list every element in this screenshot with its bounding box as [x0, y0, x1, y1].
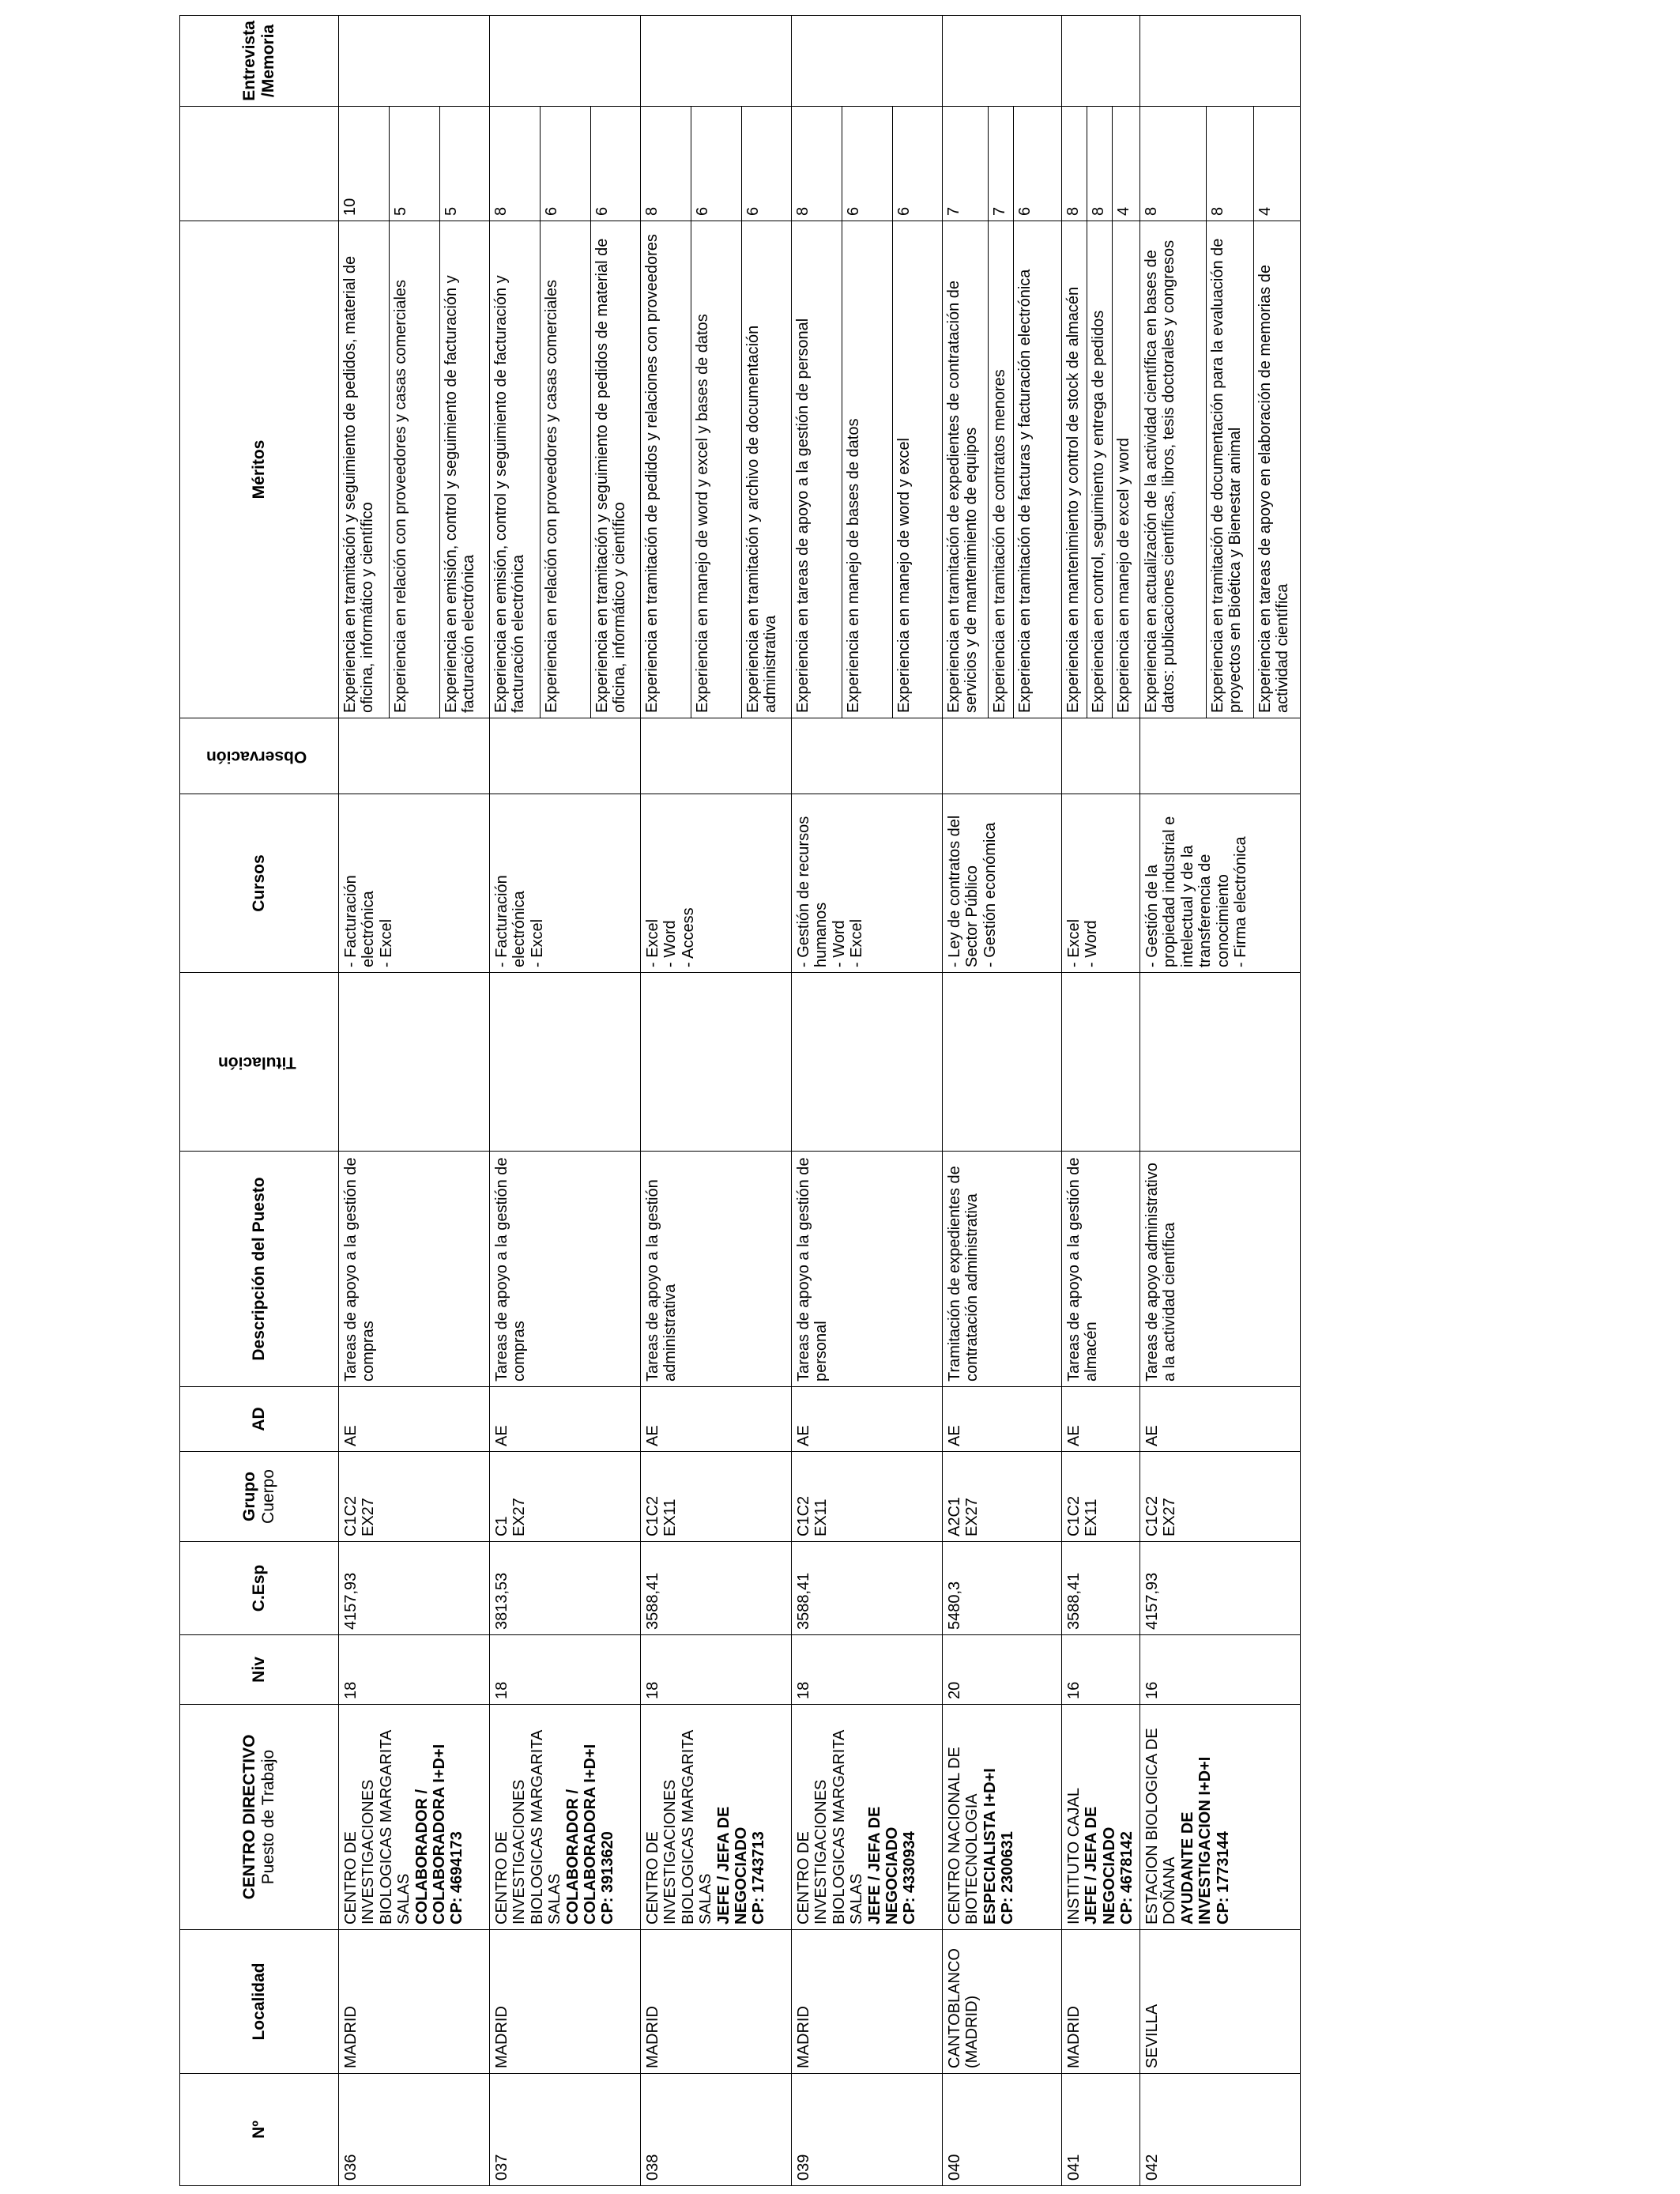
cell-entrevista: [1140, 16, 1301, 107]
cell-ad: AE: [1062, 1387, 1140, 1452]
merit-item: Experiencia en control, seguimiento y entrega de pedidos: [1087, 221, 1113, 718]
curso-item: - Word: [1083, 920, 1101, 967]
cell-meritos: [490, 221, 641, 718]
cell-merit-scores: [641, 107, 792, 221]
merit-item: Experiencia en manejo de word y excel: [895, 438, 913, 713]
cell-observacion: [339, 718, 490, 794]
cell-localidad: MADRID: [792, 1930, 943, 2074]
cell-ad: AE: [490, 1387, 641, 1452]
merit-item: Experiencia en tramitación de facturas y facturación electrónica: [1016, 269, 1034, 713]
merit-score: 7: [943, 107, 989, 221]
cell-ad: AE: [641, 1387, 792, 1452]
merit-score: 6: [895, 206, 913, 216]
puesto-name: JEFE / JEFA DE NEGOCIADO: [1083, 1806, 1118, 1924]
cell-entrevista: [490, 16, 641, 107]
cell-niv: 16: [1062, 1635, 1140, 1705]
table-row: [641, 16, 792, 2186]
cell-grupo: [1062, 1452, 1140, 1542]
cell-centro: [641, 1705, 792, 1930]
cell-observacion: [641, 718, 792, 794]
curso-item: - Excel: [644, 918, 661, 967]
merit-item: Experiencia en mantenimiento y control de stock de almacén: [1062, 221, 1087, 718]
header-row: [180, 16, 339, 2186]
cell-num: 041: [1062, 2074, 1140, 2186]
cell-grupo: [792, 1452, 943, 1542]
header-ad: AD: [180, 1387, 339, 1452]
cell-titulacion: [490, 973, 641, 1152]
header-centro-line1: CENTRO DIRECTIVO: [239, 1734, 258, 1900]
curso-item: - Excel: [528, 918, 546, 967]
centro-name: CENTRO DE INVESTIGACIONES BIOLOGICAS MARGARITA SALAS: [493, 1730, 564, 1924]
cell-niv: 18: [339, 1635, 490, 1705]
merit-score: 6: [541, 107, 591, 221]
curso-item: - Access: [679, 907, 697, 967]
cell-niv: 20: [943, 1635, 1062, 1705]
merit-item: Experiencia en tareas de apoyo a la gestión de personal: [792, 221, 842, 718]
job-positions-table: [179, 15, 1301, 2186]
centro-name: CENTRO DE INVESTIGACIONES BIOLOGICAS MARGARITA SALAS: [795, 1730, 866, 1924]
cell-titulacion: [792, 973, 943, 1152]
grupo-value: C1C2: [1143, 1495, 1161, 1536]
cell-cursos: [1140, 794, 1301, 973]
centro-name: INSTITUTO CAJAL: [1065, 1788, 1083, 1924]
cell-descripcion: Tareas de apoyo a la gestión de personal: [792, 1152, 943, 1387]
merit-item: Experiencia en manejo de word y excel y bases de datos: [691, 221, 742, 718]
cuerpo-value: EX27: [1161, 1498, 1179, 1536]
merit-item: Experiencia en emisión, control y seguimiento de facturación y facturación electrónica: [490, 221, 541, 718]
merit-item: Experiencia en manejo de bases de datos: [842, 221, 893, 718]
cell-cursos: [1062, 794, 1140, 973]
cell-centro: [339, 1705, 490, 1930]
merit-score: 6: [691, 107, 742, 221]
cell-grupo: [641, 1452, 792, 1542]
cell-meritos: [641, 221, 792, 718]
header-observacion: [180, 718, 339, 794]
cell-grupo: [490, 1452, 641, 1542]
cell-descripcion: Tareas de apoyo a la gestión de almacén: [1062, 1152, 1140, 1387]
merit-score: 8: [1207, 107, 1254, 221]
cp-code: CP: 2300631: [999, 1831, 1017, 1924]
cell-cursos: [943, 794, 1062, 973]
merit-score: 8: [1062, 107, 1087, 221]
cell-cursos: [641, 794, 792, 973]
merit-item: Experiencia en tramitación y archivo de documentación administrativa: [744, 325, 780, 713]
cell-merit-scores: [1140, 107, 1301, 221]
puesto-name: ESPECIALISTA I+D+I: [981, 1768, 999, 1924]
curso-item: - Excel: [848, 918, 866, 967]
grupo-value: C1C2: [644, 1495, 661, 1536]
cell-centro: [490, 1705, 641, 1930]
cell-observacion: [1140, 718, 1301, 794]
cell-cursos: [490, 794, 641, 973]
cp-code: CP: 1773144: [1214, 1831, 1232, 1924]
header-entrevista: Entrevista /Memoria: [180, 16, 339, 107]
merit-score: 6: [1016, 206, 1034, 216]
curso-item: - Excel: [1065, 918, 1083, 967]
cell-cesp: 3588,41: [641, 1542, 792, 1635]
cell-cesp: 4157,93: [339, 1542, 490, 1635]
merit-score: 6: [842, 107, 893, 221]
cell-merit-scores: [490, 107, 641, 221]
curso-item: - Gestión de la propiedad industrial e intelectual y de la transferencia de conocimiento: [1143, 816, 1232, 967]
curso-item: - Excel: [377, 918, 395, 967]
header-cursos: Cursos: [180, 794, 339, 973]
merit-score: 6: [593, 206, 611, 216]
centro-name: CENTRO DE INVESTIGACIONES BIOLOGICAS MARGARITA SALAS: [342, 1730, 413, 1924]
merit-item: Experiencia en tramitación y seguimiento de pedidos, material de oficina, informático y científico: [339, 221, 390, 718]
puesto-name: AYUDANTE DE INVESTIGACION I+D+I: [1178, 1756, 1215, 1924]
curso-item: - Gestión económica: [981, 822, 999, 967]
header-cesp: C.Esp: [180, 1542, 339, 1635]
header-grupo-label: Grupo: [239, 1472, 258, 1521]
cell-centro: [943, 1705, 1062, 1930]
cell-grupo: [1140, 1452, 1301, 1542]
puesto-name: COLABORADOR / COLABORADORA I+D+I: [563, 1744, 599, 1924]
centro-name: CENTRO NACIONAL DE BIOTECNOLOGIA: [946, 1747, 981, 1924]
header-scores: [180, 107, 339, 221]
table-row: [1140, 16, 1301, 2186]
cell-localidad: MADRID: [490, 1930, 641, 2074]
cuerpo-value: EX27: [360, 1498, 378, 1536]
cuerpo-value: EX27: [510, 1498, 529, 1536]
cell-titulacion: [339, 973, 490, 1152]
cell-num: 039: [792, 2074, 943, 2186]
curso-item: - Word: [661, 920, 680, 967]
cell-niv: 18: [641, 1635, 792, 1705]
curso-item: - Facturación electrónica: [493, 875, 529, 967]
cell-titulacion: [1140, 973, 1301, 1152]
cell-cesp: 3813,53: [490, 1542, 641, 1635]
cell-ad: AE: [792, 1387, 943, 1452]
cuerpo-value: EX11: [812, 1498, 831, 1536]
cell-localidad: MADRID: [641, 1930, 792, 2074]
table-row: [792, 16, 943, 2186]
cell-meritos: [792, 221, 943, 718]
cell-grupo: [943, 1452, 1062, 1542]
cell-observacion: [1062, 718, 1140, 794]
cp-code: CP: 4694173: [448, 1831, 466, 1924]
header-grupo: [180, 1452, 339, 1542]
header-titulacion-label: Titulación: [217, 1053, 296, 1072]
grupo-value: A2C1: [946, 1496, 963, 1536]
cell-descripcion: Tareas de apoyo a la gestión de compras: [339, 1152, 490, 1387]
header-centro-line2: Puesto de Trabajo: [259, 1749, 277, 1885]
cell-ad: AE: [1140, 1387, 1301, 1452]
cell-num: 038: [641, 2074, 792, 2186]
table-row: [490, 16, 641, 2186]
cell-niv: 18: [792, 1635, 943, 1705]
cp-code: CP: 4330934: [901, 1831, 919, 1924]
cp-code: CP: 3913620: [599, 1831, 617, 1924]
cuerpo-value: EX27: [963, 1498, 981, 1536]
cell-merit-scores: [792, 107, 943, 221]
merit-item: Experiencia en tareas de apoyo en elaboración de memorias de actividad científica: [1256, 264, 1292, 713]
merit-score: 4: [1115, 206, 1132, 216]
cp-code: CP: 4678142: [1118, 1831, 1136, 1924]
merit-item: Experiencia en tramitación de expedientes de contratación de servicios y de mantenimiento de equipos: [943, 221, 989, 718]
cell-merit-scores: [1062, 107, 1140, 221]
grupo-value: C1: [493, 1516, 510, 1536]
cell-meritos: [1140, 221, 1301, 718]
header-descripcion: Descripción del Puesto: [180, 1152, 339, 1387]
grupo-value: C1C2: [795, 1495, 812, 1536]
cell-titulacion: [1062, 973, 1140, 1152]
cell-cesp: 4157,93: [1140, 1542, 1301, 1635]
curso-item: - Facturación electrónica: [342, 875, 378, 967]
cell-entrevista: [943, 16, 1062, 107]
cell-cesp: 5480,3: [943, 1542, 1062, 1635]
curso-item: - Ley de contratos del Sector Público: [946, 815, 981, 967]
puesto-name: JEFE / JEFA DE NEGOCIADO: [714, 1806, 750, 1924]
merit-score: 8: [1087, 107, 1113, 221]
cell-ad: AE: [943, 1387, 1062, 1452]
merit-score: 8: [1140, 107, 1207, 221]
merit-item: Experiencia en tramitación de documentación para la evaluación de proyectos en Bioética y Bienestar animal: [1207, 221, 1254, 718]
cell-localidad: SEVILLA: [1140, 1930, 1301, 2074]
merit-item: Experiencia en manejo de excel y word: [1115, 438, 1132, 713]
cell-descripcion: Tramitación de expedientes de contratación administrativa: [943, 1152, 1062, 1387]
cell-observacion: [792, 718, 943, 794]
cell-grupo: [339, 1452, 490, 1542]
merit-item: Experiencia en tramitación de contratos menores: [989, 221, 1014, 718]
cell-centro: [792, 1705, 943, 1930]
cell-descripcion: Tareas de apoyo a la gestión de compras: [490, 1152, 641, 1387]
puesto-name: JEFE / JEFA DE NEGOCIADO: [865, 1806, 901, 1924]
merit-item: Experiencia en relación con proveedores y casas comerciales: [541, 221, 591, 718]
merit-score: 8: [792, 107, 842, 221]
cell-num: 040: [943, 2074, 1062, 2186]
centro-name: CENTRO DE INVESTIGACIONES BIOLOGICAS MARGARITA SALAS: [644, 1730, 715, 1924]
cell-descripcion: Tareas de apoyo administrativo a la actividad científica: [1140, 1152, 1301, 1387]
merit-item: Experiencia en emisión, control y seguimiento de facturación y facturación electrónica: [443, 275, 478, 713]
header-localidad: Localidad: [180, 1930, 339, 2074]
header-num: Nº: [180, 2074, 339, 2186]
cuerpo-value: EX11: [1083, 1498, 1101, 1536]
header-meritos: Méritos: [180, 221, 339, 718]
cell-entrevista: [339, 16, 490, 107]
cell-cursos: [792, 794, 943, 973]
header-observacion-label: Observación: [206, 747, 307, 766]
merit-score: 8: [490, 107, 541, 221]
merit-score: 5: [443, 206, 460, 216]
curso-item: - Firma electrónica: [1231, 836, 1249, 967]
curso-item: - Gestión de recursos humanos: [795, 816, 831, 967]
cell-observacion: [490, 718, 641, 794]
puesto-name: COLABORADOR / COLABORADORA I+D+I: [412, 1744, 448, 1924]
cp-code: CP: 1743713: [750, 1831, 768, 1924]
cell-num: 042: [1140, 2074, 1301, 2186]
merit-score: 4: [1256, 206, 1274, 216]
grupo-value: C1C2: [1065, 1495, 1083, 1536]
cuerpo-value: EX11: [661, 1498, 680, 1536]
rotated-document-page: [179, 0, 1368, 2186]
cell-entrevista: [641, 16, 792, 107]
cell-cesp: 3588,41: [1062, 1542, 1140, 1635]
cell-centro: [1140, 1705, 1301, 1930]
cell-titulacion: [943, 973, 1062, 1152]
centro-name: ESTACION BIOLOGICA DE DOÑANA: [1143, 1728, 1179, 1924]
curso-item: - Word: [830, 920, 848, 967]
table-row: [943, 16, 1062, 2186]
merit-item: Experiencia en actualización de la actividad científica en bases de datos: publicaciones científicas, libros, tesis doctorales y congresos: [1140, 221, 1207, 718]
cell-cesp: 3588,41: [792, 1542, 943, 1635]
merit-item: Experiencia en relación con proveedores y casas comerciales: [390, 221, 440, 718]
merit-score: 8: [641, 107, 691, 221]
header-niv: Niv: [180, 1635, 339, 1705]
table-row: [339, 16, 490, 2186]
grupo-value: C1C2: [342, 1495, 360, 1536]
cell-merit-scores: [339, 107, 490, 221]
merit-item: Experiencia en tramitación y seguimiento de pedidos de material de oficina, informático y científico: [593, 238, 629, 713]
merit-score: 6: [744, 206, 762, 216]
cell-num: 036: [339, 2074, 490, 2186]
table-body: [339, 16, 1301, 2186]
cell-entrevista: [1062, 16, 1140, 107]
cell-descripcion: Tareas de apoyo a la gestión administrativa: [641, 1152, 792, 1387]
cell-localidad: MADRID: [1062, 1930, 1140, 2074]
table-row: [1062, 16, 1140, 2186]
cell-ad: AE: [339, 1387, 490, 1452]
merit-score: 10: [339, 107, 390, 221]
header-titulacion: [180, 973, 339, 1152]
cell-meritos: [1062, 221, 1140, 718]
cell-meritos: [339, 221, 490, 718]
cell-localidad: CANTOBLANCO (MADRID): [943, 1930, 1062, 2074]
cell-merit-scores: [943, 107, 1062, 221]
merit-score: 7: [989, 107, 1014, 221]
merit-item: Experiencia en tramitación de pedidos y relaciones con proveedores: [641, 221, 691, 718]
header-centro: [180, 1705, 339, 1930]
cell-meritos: [943, 221, 1062, 718]
cell-niv: 18: [490, 1635, 641, 1705]
cell-observacion: [943, 718, 1062, 794]
cell-cursos: [339, 794, 490, 973]
cell-entrevista: [792, 16, 943, 107]
merit-score: 5: [390, 107, 440, 221]
cell-centro: [1062, 1705, 1140, 1930]
cell-titulacion: [641, 973, 792, 1152]
cell-localidad: MADRID: [339, 1930, 490, 2074]
cell-niv: 16: [1140, 1635, 1301, 1705]
cell-num: 037: [490, 2074, 641, 2186]
header-cuerpo-label: Cuerpo: [259, 1469, 277, 1524]
